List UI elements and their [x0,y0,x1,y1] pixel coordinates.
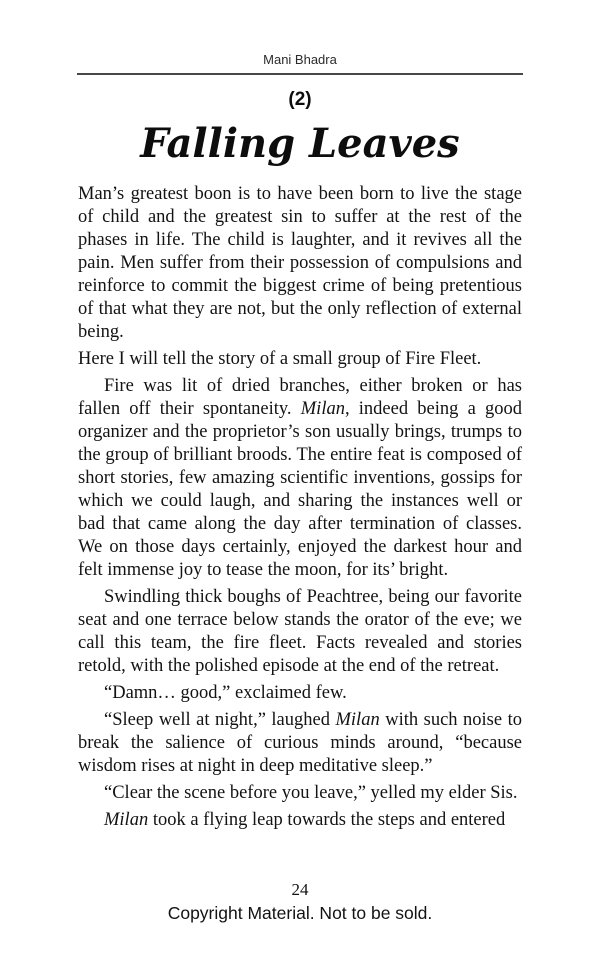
paragraph [78,782,522,805]
character-name-italic: Milan [335,710,380,730]
paragraph-text: Swindling thick boughs of Peachtree, being our favorite seat and one terrace below stands the orator of the eve; we call this team, the fire fleet. Facts revealed and stories retold, with the polished episode at the end of the retreat. [78,587,522,676]
copyright-notice: Copyright Material. Not to be sold. [167,903,433,923]
paragraph-text: Here I will tell the story of a small group of Fire Fleet. [78,349,482,369]
paragraph [78,183,522,344]
paragraph [78,709,522,778]
body-text [78,183,522,832]
running-header: Mani Bhadra [263,52,337,67]
paragraph-text: “Clear the scene before you leave,” yelled my elder Sis. [104,783,518,803]
character-name-italic: Milan [300,399,345,419]
paragraph-text: with such noise to break the salience of curious minds around, “because wisdom rises at night in deep meditative sleep.” [78,710,522,776]
paragraph-text: Fire was lit of dried branches, either broken or has fallen off their spontaneity. [78,376,522,419]
page-content [78,88,522,832]
paragraph-text: “Sleep well at night,” laughed [104,710,336,730]
paragraph [78,682,522,705]
header-rule [77,73,523,75]
paragraph [78,375,522,582]
paragraph [78,348,522,371]
paragraph-text: “Damn… good,” exclaimed few. [104,683,347,703]
paragraph [78,586,522,678]
paragraph [78,809,522,832]
character-name-italic: Milan [104,810,149,830]
page-number: 24 [291,880,309,899]
chapter-number: (2) [288,89,312,110]
chapter-title: Falling Leaves [140,120,460,167]
paragraph-text: , indeed being a good organizer and the proprietor’s son usually brings, trumps to the group of brilliant broods. The entire feat is composed of short stories, few amazing scientific inventions, gossips for which we could laugh, and sharing the instances well or bad that came along the day after termination of classes. We on those days certainly, enjoyed the darkest hour and felt immense joy to tease the moon, for its’ bright. [78,399,523,580]
paragraph-text: Man’s greatest boon is to have been born to live the stage of child and the greatest sin to suffer at the rest of the phases in life. The child is laughter, and it revives all the pain. Men suffer from their possession of compulsions and reinforce to commit the biggest crime of being pretentious of that what they are not, but the only reflection of external being. [78,184,522,342]
paragraph-text: took a flying leap towards the steps and entered [148,810,506,830]
